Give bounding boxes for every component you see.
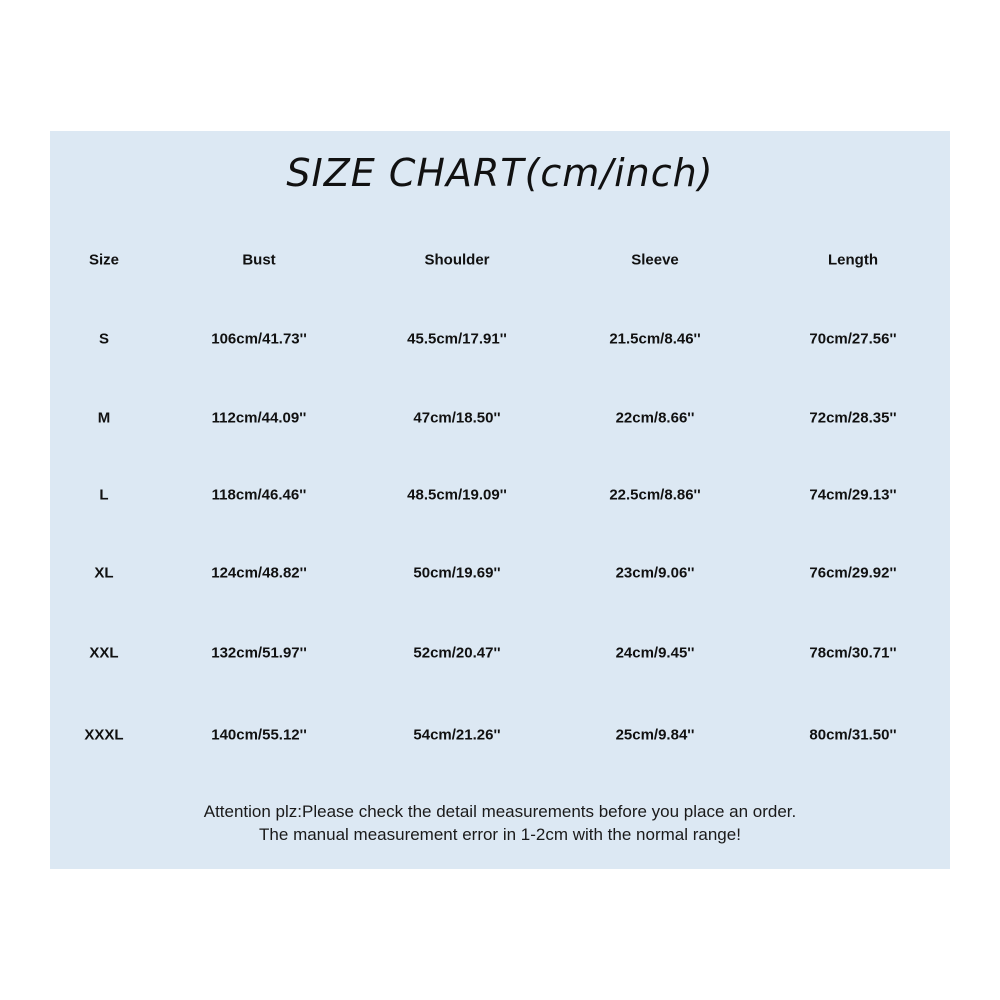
- cell-size: L: [99, 486, 109, 504]
- cell-length: 76cm/29.92'': [809, 564, 897, 582]
- cell-bust: 106cm/41.73'': [211, 330, 307, 348]
- cell-shoulder: 54cm/21.26'': [413, 726, 501, 744]
- header-size: Size: [88, 251, 120, 269]
- cell-length: 78cm/30.71'': [809, 644, 897, 662]
- cell-size: S: [98, 330, 110, 348]
- cell-shoulder: 45.5cm/17.91'': [407, 330, 507, 348]
- cell-shoulder: 50cm/19.69'': [413, 564, 501, 582]
- measurement-error-note: The manual measurement error in 1-2cm with the normal range!: [259, 825, 741, 844]
- cell-length: 74cm/29.13'': [809, 486, 897, 504]
- cell-sleeve: 23cm/9.06'': [615, 564, 695, 582]
- cell-sleeve: 22cm/8.66'': [615, 409, 695, 427]
- cell-shoulder: 52cm/20.47'': [413, 644, 501, 662]
- cell-bust: 124cm/48.82'': [211, 564, 307, 582]
- header-sleeve: Sleeve: [631, 251, 679, 269]
- cell-shoulder: 47cm/18.50'': [413, 409, 501, 427]
- cell-sleeve: 24cm/9.45'': [615, 644, 695, 662]
- cell-sleeve: 21.5cm/8.46'': [609, 330, 701, 348]
- cell-bust: 112cm/44.09'': [211, 409, 307, 427]
- cell-bust: 132cm/51.97'': [211, 644, 307, 662]
- header-length: Length: [828, 251, 878, 269]
- cell-length: 72cm/28.35'': [809, 409, 897, 427]
- header-bust: Bust: [242, 251, 276, 269]
- cell-length: 80cm/31.50'': [809, 726, 897, 744]
- cell-shoulder: 48.5cm/19.09'': [407, 486, 507, 504]
- attention-note: Attention plz:Please check the detail measurements before you place an order.: [203, 802, 797, 821]
- cell-size: M: [97, 409, 111, 427]
- cell-size: XXL: [89, 644, 119, 662]
- cell-bust: 118cm/46.46'': [211, 486, 307, 504]
- cell-sleeve: 25cm/9.84'': [615, 726, 695, 744]
- cell-size: XL: [94, 564, 114, 582]
- cell-length: 70cm/27.56'': [809, 330, 897, 348]
- cell-size: XXXL: [84, 726, 124, 744]
- header-shoulder: Shoulder: [424, 251, 490, 269]
- cell-sleeve: 22.5cm/8.86'': [609, 486, 701, 504]
- cell-bust: 140cm/55.12'': [211, 726, 307, 744]
- size-chart-title: SIZE CHART(cm/inch): [286, 151, 714, 195]
